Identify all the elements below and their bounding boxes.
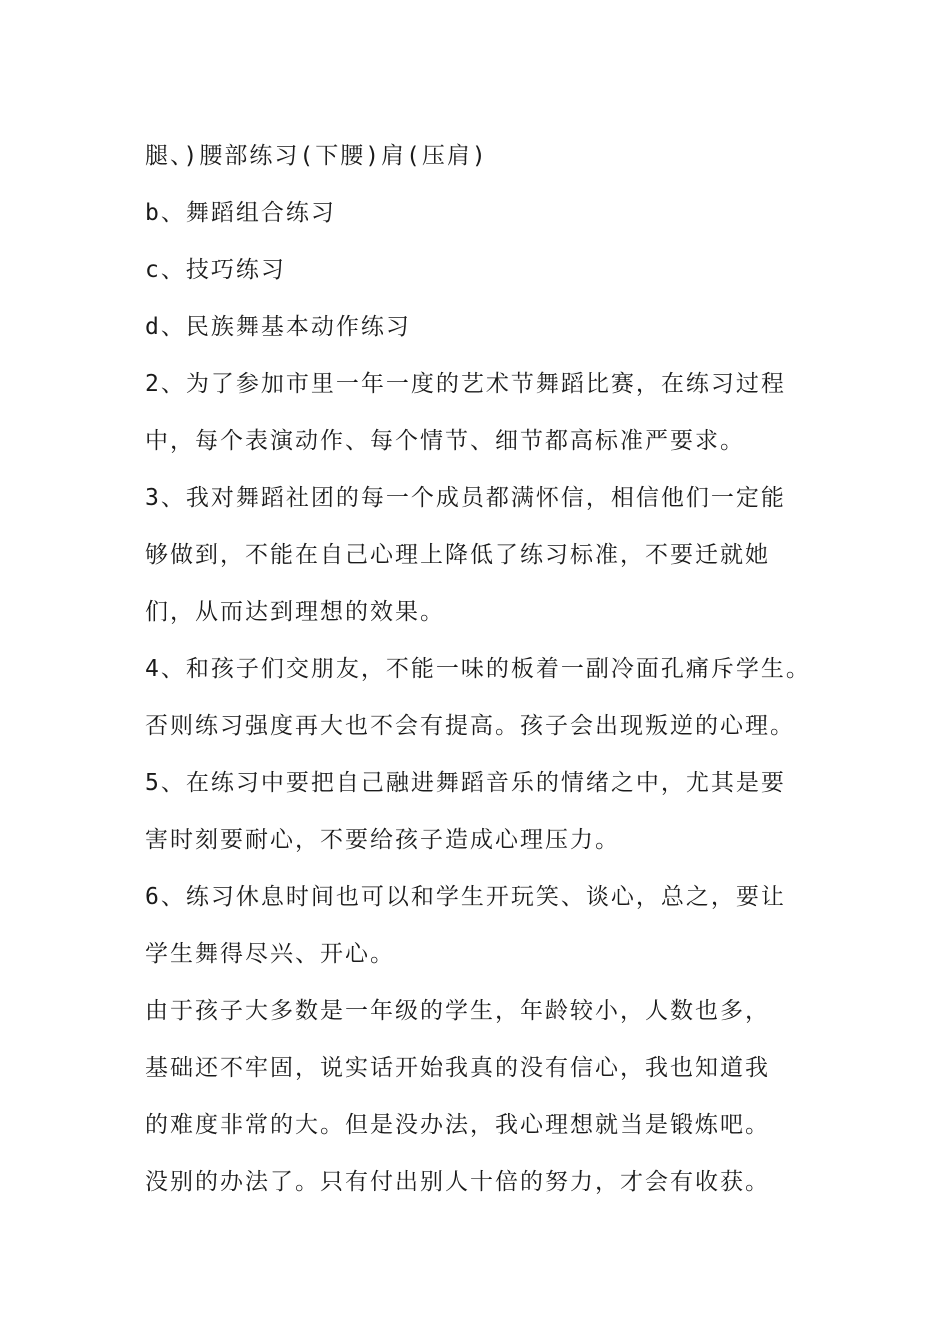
text-line: 4、和孩子们交朋友，不能一味的板着一副冷面孔痛斥学生。 [145,656,811,682]
text-line: 否则练习强度再大也不会有提高。孩子会出现叛逆的心理。 [145,713,795,739]
text-line: 由于孩子大多数是一年级的学生，年龄较小，人数也多， [145,998,770,1024]
text-line: 们，从而达到理想的效果。 [145,599,445,625]
text-line: b、舞蹈组合练习 [145,200,336,226]
text-line: d、民族舞基本动作练习 [145,314,411,340]
text-line: 5、在练习中要把自己融进舞蹈音乐的情绪之中，尤其是要 [145,770,786,796]
text-line: 基础还不牢固，说实话开始我真的没有信心，我也知道我 [145,1055,770,1081]
text-line: 2、为了参加市里一年一度的艺术节舞蹈比赛，在练习过程 [145,371,786,397]
text-line: 害时刻要耐心，不要给孩子造成心理压力。 [145,827,620,853]
text-line: 中，每个表演动作、每个情节、细节都高标准严要求。 [145,428,745,454]
text-line: 6、练习休息时间也可以和学生开玩笑、谈心，总之，要让 [145,884,786,910]
document-body [145,128,845,1211]
text-line: 够做到，不能在自己心理上降低了练习标准，不要迁就她 [145,542,770,568]
text-line: 没别的办法了。只有付出别人十倍的努力，才会有收获。 [145,1169,770,1195]
text-line: 腿、)腰部练习(下腰)肩(压肩) [145,143,488,169]
text-line: 3、我对舞蹈社团的每一个成员都满怀信，相信他们一定能 [145,485,786,511]
text-line: 学生舞得尽兴、开心。 [145,941,395,967]
text-line: 的难度非常的大。但是没办法，我心理想就当是锻炼吧。 [145,1112,770,1138]
text-line: c、技巧练习 [145,257,286,283]
